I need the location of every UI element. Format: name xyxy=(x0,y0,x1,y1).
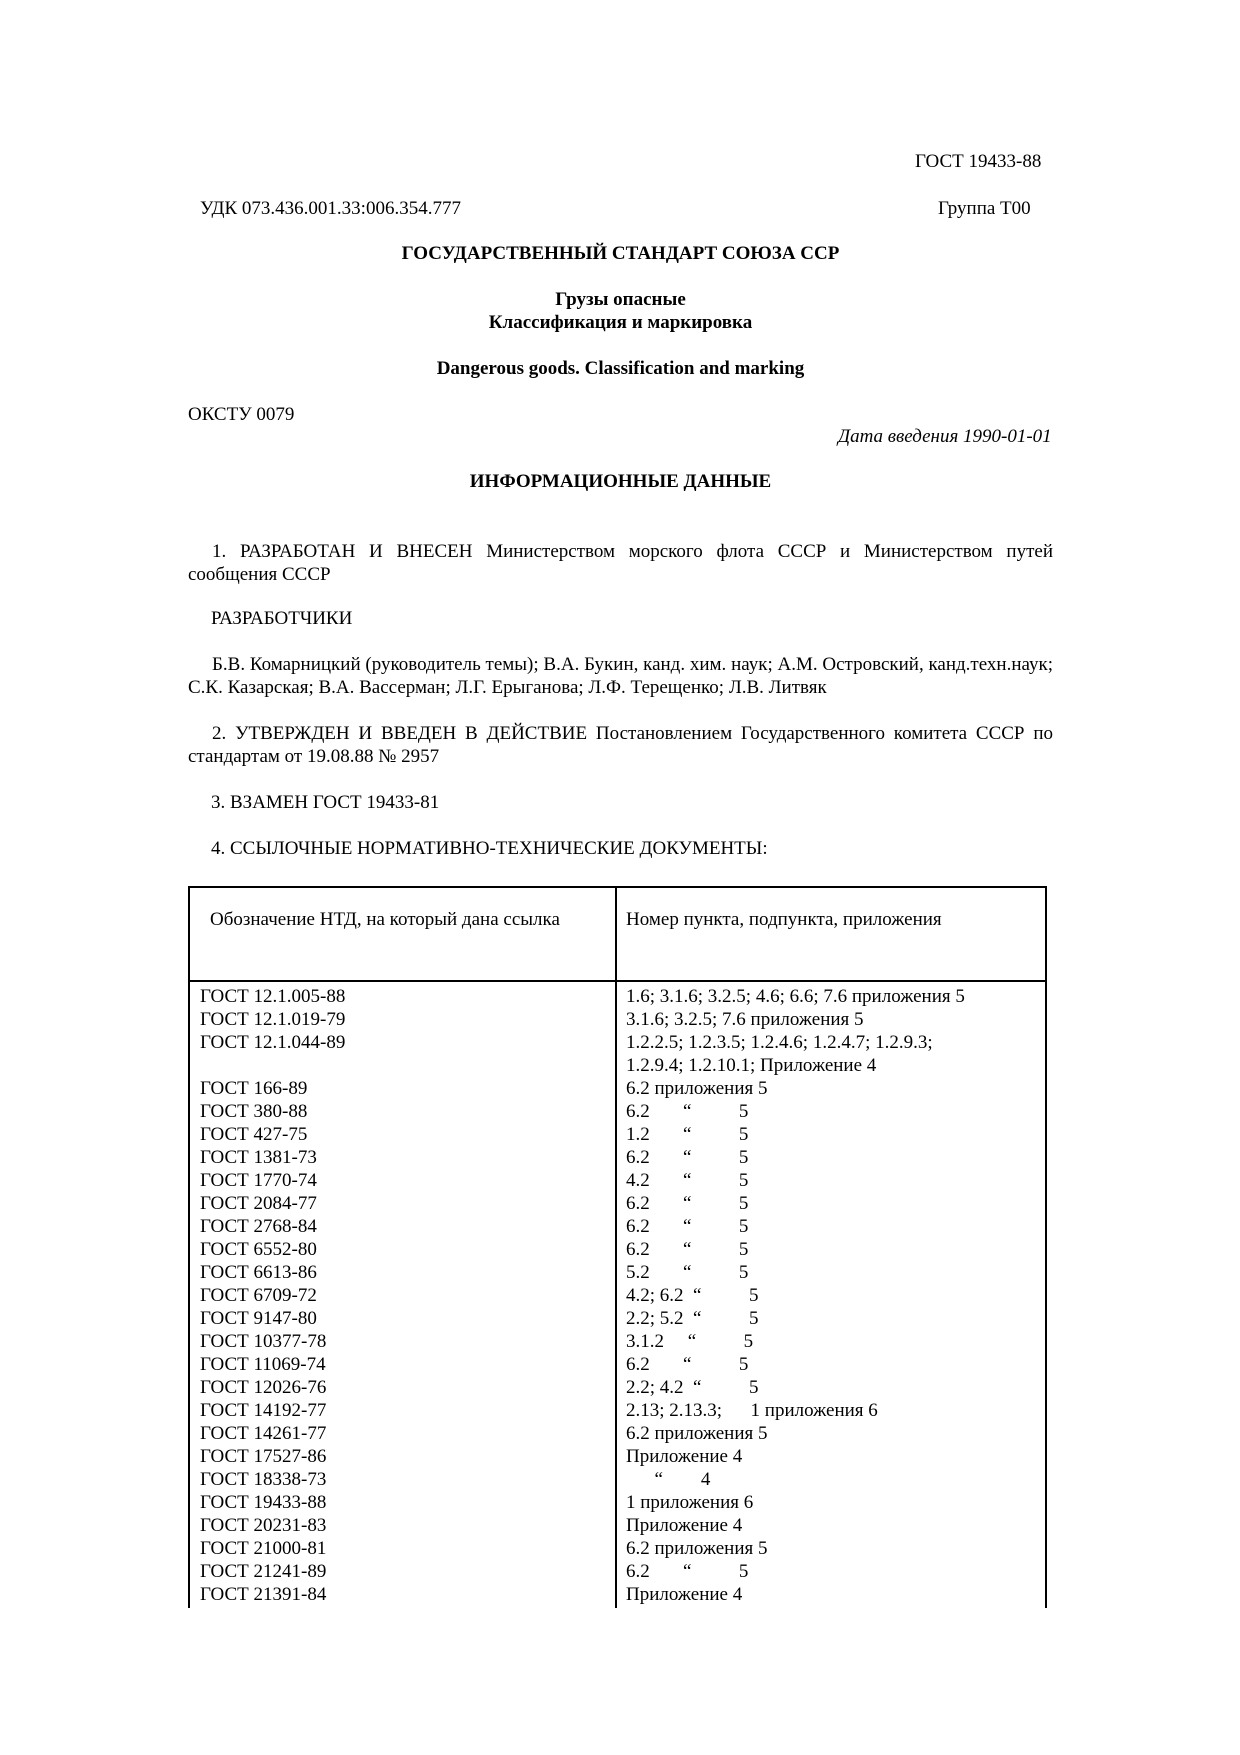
table-cell-clauses: 6.2 “ 5 xyxy=(626,1561,749,1582)
table-cell-designation: ГОСТ 21241-89 xyxy=(200,1561,327,1582)
table-cell-clauses: 1.6; 3.1.6; 3.2.5; 4.6; 6.6; 7.6 приложения 5 xyxy=(626,986,965,1007)
table-cell-clauses: 2.13; 2.13.3; 1 приложения 6 xyxy=(626,1400,878,1421)
table-cell-designation: ГОСТ 9147-80 xyxy=(200,1308,317,1329)
table-cell-designation: ГОСТ 10377-78 xyxy=(200,1331,327,1352)
developers-heading: РАЗРАБОТЧИКИ xyxy=(211,608,353,629)
table-cell-designation: ГОСТ 12.1.005-88 xyxy=(200,986,346,1007)
table-cell-designation: ГОСТ 2084-77 xyxy=(200,1193,317,1214)
table-cell-clauses: 4.2; 6.2 “ 5 xyxy=(626,1285,759,1306)
group-code: Группа Т00 xyxy=(938,198,1031,219)
table-cell-clauses: Приложение 4 xyxy=(626,1446,743,1467)
table-cell-designation: ГОСТ 18338-73 xyxy=(200,1469,327,1490)
table-cell-clauses: 6.2 приложения 5 xyxy=(626,1078,768,1099)
table-cell-designation xyxy=(200,1054,345,1077)
table-column-clauses xyxy=(626,985,965,1606)
table-cell-clauses: 4.2 “ 5 xyxy=(626,1170,749,1191)
reference-docs-table xyxy=(188,886,1047,1608)
table-cell-clauses: 6.2 “ 5 xyxy=(626,1354,749,1375)
table-cell-designation: ГОСТ 6709-72 xyxy=(200,1285,317,1306)
table-cell-clauses: 6.2 приложения 5 xyxy=(626,1538,768,1559)
table-cell-designation: ГОСТ 427-75 xyxy=(200,1124,308,1145)
table-cell-designation: ГОСТ 166-89 xyxy=(200,1078,308,1099)
table-cell-designation: ГОСТ 12.1.044-89 xyxy=(200,1032,346,1053)
table-cell-clauses: 1.2.9.4; 1.2.10.1; Приложение 4 xyxy=(626,1055,877,1076)
okstu-code: ОКСТУ 0079 xyxy=(188,404,295,425)
table-cell-clauses: 2.2; 4.2 “ 5 xyxy=(626,1377,759,1398)
table-cell-clauses: 1 приложения 6 xyxy=(626,1492,754,1513)
table-cell-designation: ГОСТ 14261-77 xyxy=(200,1423,327,1444)
table-cell-clauses: Приложение 4 xyxy=(626,1584,743,1605)
table-header-divider xyxy=(190,980,1045,982)
state-standard-title: ГОСУДАРСТВЕННЫЙ СТАНДАРТ СОЮЗА ССР xyxy=(401,243,840,264)
title-ru-line2: Классификация и маркировка xyxy=(488,312,753,333)
table-cell-designation: ГОСТ 21000-81 xyxy=(200,1538,327,1559)
title-en: Dangerous goods. Classification and marking xyxy=(436,358,805,379)
table-column-designation xyxy=(200,985,345,1606)
table-cell-designation: ГОСТ 19433-88 xyxy=(200,1492,327,1513)
table-cell-clauses: Приложение 4 xyxy=(626,1515,743,1536)
table-cell-clauses: 1.2.2.5; 1.2.3.5; 1.2.4.6; 1.2.4.7; 1.2.9.3; xyxy=(626,1032,933,1053)
table-cell-clauses: 3.1.6; 3.2.5; 7.6 приложения 5 xyxy=(626,1009,864,1030)
table-cell-clauses: 6.2 “ 5 xyxy=(626,1193,749,1214)
table-cell-designation: ГОСТ 17527-86 xyxy=(200,1446,327,1467)
table-cell-clauses: 6.2 “ 5 xyxy=(626,1147,749,1168)
table-cell-designation: ГОСТ 21391-84 xyxy=(200,1584,327,1605)
table-cell-designation: ГОСТ 2768-84 xyxy=(200,1216,317,1237)
table-cell-designation: ГОСТ 6613-86 xyxy=(200,1262,317,1283)
table-cell-clauses: 6.2 “ 5 xyxy=(626,1239,749,1260)
table-cell-clauses: 2.2; 5.2 “ 5 xyxy=(626,1308,759,1329)
paragraph-replaces: 3. ВЗАМЕН ГОСТ 19433-81 xyxy=(211,792,440,813)
table-cell-clauses: 6.2 “ 5 xyxy=(626,1216,749,1237)
table-cell-clauses: 5.2 “ 5 xyxy=(626,1262,749,1283)
intro-date: Дата введения 1990-01-01 xyxy=(838,426,1052,447)
paragraph-developed: 1. РАЗРАБОТАН И ВНЕСЕН Министерством морского флота СССР и Министерством путей сообщения СССР xyxy=(188,541,1053,585)
table-header-clauses: Номер пункта, подпункта, приложения xyxy=(626,909,942,930)
table-cell-clauses: 1.2 “ 5 xyxy=(626,1124,749,1145)
table-cell-clauses: “ 4 xyxy=(626,1469,711,1490)
table-header-designation: Обозначение НТД, на который дана ссылка xyxy=(210,909,560,930)
table-cell-designation: ГОСТ 20231-83 xyxy=(200,1515,327,1536)
table-cell-clauses: 3.1.2 “ 5 xyxy=(626,1331,754,1352)
table-cell-designation: ГОСТ 11069-74 xyxy=(200,1354,326,1375)
table-cell-clauses: 6.2 “ 5 xyxy=(626,1101,749,1122)
table-cell-designation: ГОСТ 12026-76 xyxy=(200,1377,327,1398)
table-cell-designation: ГОСТ 12.1.019-79 xyxy=(200,1009,346,1030)
paragraph-approved: 2. УТВЕРЖДЕН И ВВЕДЕН В ДЕЙСТВИЕ Постановлением Государственного комитета СССР по стандартам от 19.08.88 № 2957 xyxy=(188,723,1053,767)
info-heading: ИНФОРМАЦИОННЫЕ ДАННЫЕ xyxy=(469,471,772,492)
table-cell-designation: ГОСТ 1381-73 xyxy=(200,1147,317,1168)
table-cell-designation: ГОСТ 380-88 xyxy=(200,1101,308,1122)
table-cell-clauses: 6.2 приложения 5 xyxy=(626,1423,768,1444)
gost-number: ГОСТ 19433-88 xyxy=(915,151,1042,172)
table-cell-designation: ГОСТ 6552-80 xyxy=(200,1239,317,1260)
developers-list: Б.В. Комарницкий (руководитель темы); В.А. Букин, канд. хим. наук; А.М. Островский, канд.техн.наук; С.К. Казарская; В.А. Вассерман; Л.Г. Ерыганова; Л.Ф. Терещенко; Л.В. Литвяк xyxy=(188,654,1053,698)
table-cell-designation: ГОСТ 14192-77 xyxy=(200,1400,327,1421)
table-cell-designation: ГОСТ 1770-74 xyxy=(200,1170,317,1191)
title-ru-line1: Грузы опасные xyxy=(555,289,686,310)
paragraph-reference-docs: 4. ССЫЛОЧНЫЕ НОРМАТИВНО-ТЕХНИЧЕСКИЕ ДОКУМЕНТЫ: xyxy=(211,838,768,859)
udk-code: УДК 073.436.001.33:006.354.777 xyxy=(200,198,461,219)
table-column-divider xyxy=(615,888,617,1608)
